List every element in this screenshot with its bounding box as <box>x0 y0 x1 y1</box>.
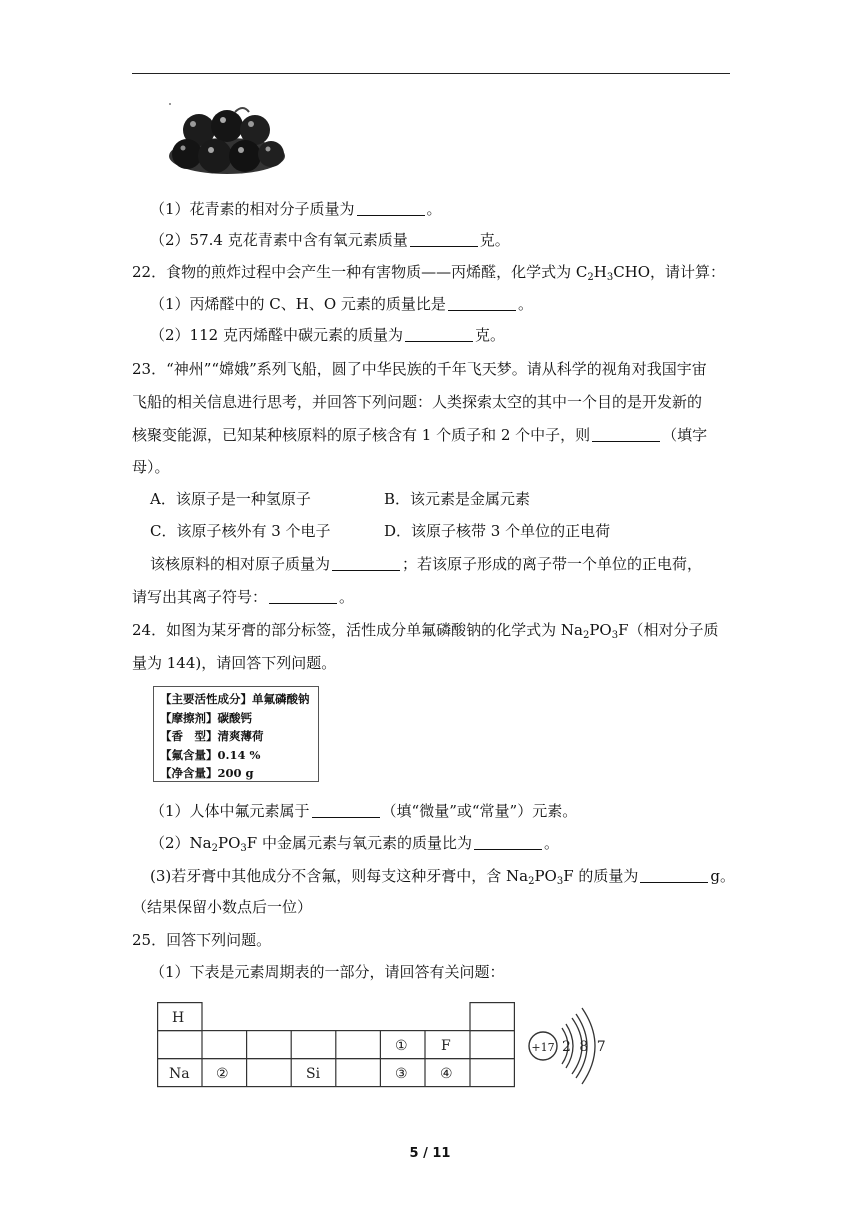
q22-part2: （2）112 克丙烯醛中碳元素的质量为 克。 <box>150 326 505 344</box>
q22-part1: （1）丙烯醛中的 C、H、O 元素的质量比是 。 <box>150 295 533 313</box>
label-line: 【氟含量】0.14 % <box>160 747 261 762</box>
q24-line4: （结果保留小数点后一位） <box>132 898 313 916</box>
q23-line1: 23．“神州”“嫦娥”系列飞船，圆了中华民族的千年飞天梦。请从科学的视角对我国宇宙 <box>132 360 707 378</box>
answer-blank[interactable] <box>405 327 473 342</box>
q23-line4: 母）。 <box>132 458 170 476</box>
q21-part2: （2）57.4 克花青素中含有氧元素质量 克。 <box>150 231 510 249</box>
header-rule <box>132 73 730 74</box>
q24-part2: $(2)Na_2PO_3F$ 中金属元素与氧元素的质量比为 。 <box>150 834 559 854</box>
cell-h: H <box>172 1010 185 1026</box>
cell-3: ③ <box>395 1066 408 1082</box>
cell-2: ② <box>216 1066 229 1082</box>
answer-blank[interactable] <box>592 427 660 442</box>
cell-1: ① <box>395 1038 408 1054</box>
blueberry-image <box>165 100 290 180</box>
q24-line1: 24．如图为某牙膏的部分标签，活性成分单氟磷酸钠的化学式为 $Na_2PO_3F$（相对分子质 <box>132 621 719 641</box>
atom-structure-diagram <box>522 1000 608 1092</box>
q23-line6: 请写出其离子符号： 。 <box>132 588 355 606</box>
cell-4: ④ <box>440 1066 453 1082</box>
q21-part1: （1）花青素的相对分子质量为 。 <box>150 200 442 218</box>
q23-option-c[interactable]: C．该原子核外有 3 个电子 <box>150 522 331 540</box>
page-number: 5 / 11 <box>409 1146 451 1161</box>
q23-line3: 核聚变能源，已知某种核原料的原子核含有 1 个质子和 2 个中子，则 （填字 <box>132 426 708 444</box>
cell-si: Si <box>306 1066 321 1082</box>
q23-option-b[interactable]: B．该元素是金属元素 <box>384 490 531 508</box>
cell-na: Na <box>169 1066 190 1082</box>
answer-blank[interactable] <box>640 868 708 883</box>
nucleus-charge: +17 <box>531 1041 555 1054</box>
label-line: 【香 型】清爽薄荷 <box>160 729 264 743</box>
q25-stem: 25．回答下列问题。 <box>132 931 272 949</box>
answer-blank[interactable] <box>332 556 400 571</box>
answer-blank[interactable] <box>410 232 478 247</box>
label-line: 【摩擦剂】碳酸钙 <box>160 710 252 725</box>
cell-f: F <box>441 1038 451 1054</box>
answer-blank[interactable] <box>312 803 380 818</box>
q22-stem: 22．食物的煎炸过程中会产生一种有害物质——丙烯醛，化学式为 $C_2H_3CHO$，请计算： <box>132 263 726 283</box>
q23-option-a[interactable]: A．该原子是一种氢原子 <box>150 490 311 508</box>
q23-line2: 飞船的相关信息进行思考，并回答下列问题：人类探索太空的其中一个目的是开发新的 <box>132 393 703 411</box>
q24-part3: (3)若牙膏中其他成分不含氟，则每支这种牙膏中，含 $Na_2PO_3F$ 的质量为 g。 <box>150 867 736 887</box>
electron-shells: 2 8 7 <box>562 1039 608 1055</box>
q24-line2: 量为 144)，请回答下列问题。 <box>132 654 337 672</box>
q23-option-d[interactable]: D．该原子核带 3 个单位的正电荷 <box>384 522 611 540</box>
label-line: 【净含量】200 g <box>160 766 254 780</box>
periodic-table-fragment <box>157 1002 517 1088</box>
q23-line5: 该核原料的相对原子质量为 ；若该原子形成的离子带一个单位的正电荷， <box>150 555 703 573</box>
answer-blank[interactable] <box>357 201 425 216</box>
q24-part1: （1）人体中氟元素属于 （填“微量”或“常量”）元素。 <box>150 802 578 820</box>
answer-blank[interactable] <box>448 296 516 311</box>
toothpaste-label <box>153 686 319 782</box>
answer-blank[interactable] <box>474 835 542 850</box>
label-line: 【主要活性成分】单氟磷酸钠 <box>160 692 310 706</box>
q25-part1: （1）下表是元素周期表的一部分，请回答有关问题： <box>150 963 505 981</box>
answer-blank[interactable] <box>269 589 337 604</box>
